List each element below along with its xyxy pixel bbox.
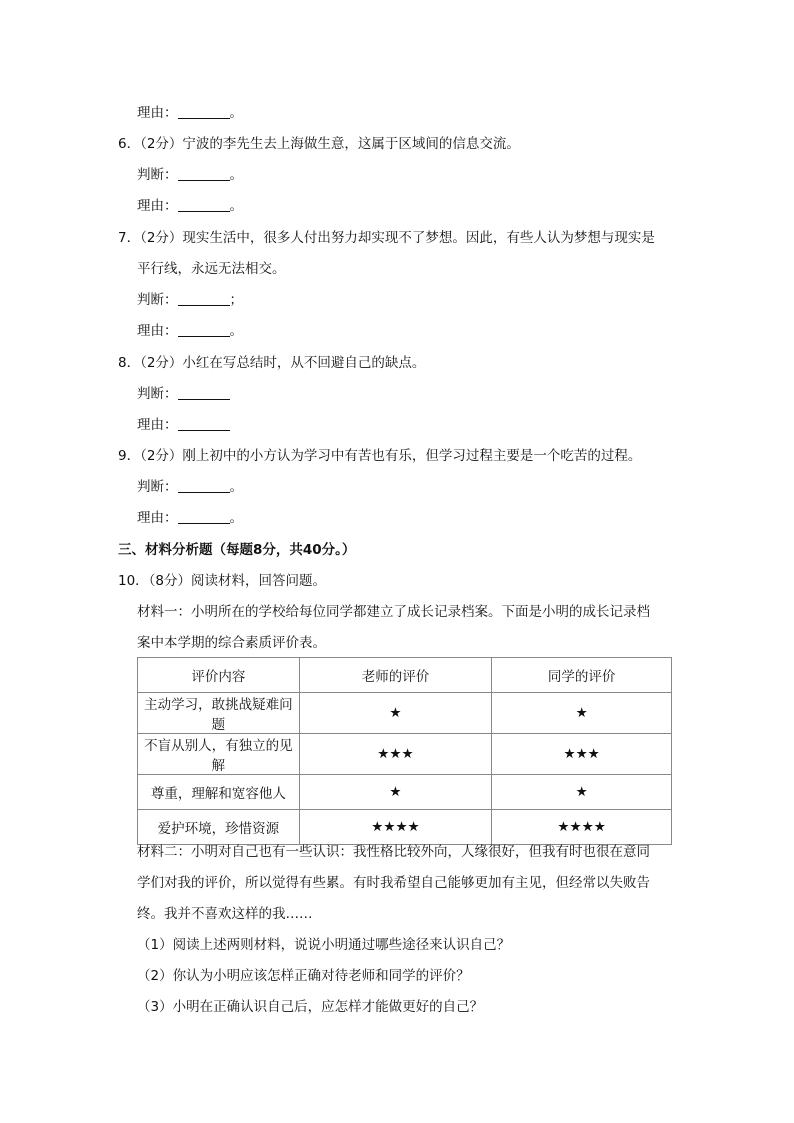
material-2-line1: 材料二：小明对自己也有一些认识：我性格比较外向，人缘很好，但我有时也很在意同	[137, 844, 650, 860]
sub-question-2: （2）你认为小明应该怎样正确对待老师和同学的评价？	[137, 968, 470, 984]
punctuation: ；	[229, 292, 243, 308]
q6-reason-line	[137, 196, 243, 216]
judge-label: 判断：	[137, 479, 178, 495]
item-cell: 不盲从别人，有独立的见解	[138, 734, 300, 775]
table-row	[138, 734, 672, 775]
teacher-rating-cell: ★★★★	[299, 810, 492, 845]
punctuation: 。	[229, 323, 243, 339]
question-6: 6．（2分）宁波的李先生去上海做生意，这属于区域间的信息交流。	[118, 136, 520, 152]
question-8: 8．（2分）小红在写总结时，从不回避自己的缺点。	[118, 355, 426, 371]
judge-label: 判断：	[137, 167, 178, 183]
question-7-line1: 7．（2分）现实生活中，很多人付出努力却实现不了梦想。因此，有些人认为梦想与现实是	[118, 230, 655, 246]
sub-question-1: （1）阅读上述两则材料，说说小明通过哪些途径来认识自己？	[137, 937, 511, 953]
punctuation: 。	[229, 105, 243, 121]
question-7-line2: 平行线，永远无法相交。	[137, 261, 286, 277]
section-heading: 三、材料分析题（每题8分，共40分。）	[118, 542, 356, 558]
material-1-line2: 案中本学期的综合素质评价表。	[137, 635, 326, 651]
answer-blank	[178, 478, 230, 493]
reason-label: 理由：	[137, 323, 178, 339]
answer-blank	[178, 197, 230, 212]
q8-reason-line	[137, 415, 230, 435]
q9-judge-line	[137, 477, 243, 497]
header-cell: 同学的评价	[492, 658, 672, 693]
punctuation: 。	[229, 167, 243, 183]
table-row	[138, 810, 672, 845]
question-10: 10．（8分）阅读材料，回答问题。	[118, 573, 327, 589]
header-cell: 老师的评价	[299, 658, 492, 693]
item-cell: 爱护环境，珍惜资源	[138, 810, 300, 845]
teacher-rating-cell: ★	[299, 693, 492, 734]
answer-blank	[178, 104, 230, 119]
q6-judge-line	[137, 165, 243, 185]
item-cell: 主动学习，敢挑战疑难问题	[138, 693, 300, 734]
judge-label: 判断：	[137, 292, 178, 308]
q9-reason-line	[137, 508, 243, 528]
reason-label: 理由：	[137, 198, 178, 214]
punctuation: 。	[229, 198, 243, 214]
reason-label: 理由：	[137, 510, 178, 526]
answer-blank	[178, 416, 230, 431]
material-1-line1: 材料一：小明所在的学校给每位同学都建立了成长记录档案。下面是小明的成长记录档	[137, 604, 650, 620]
peer-rating-cell: ★★★	[492, 734, 672, 775]
q7-judge-line	[137, 290, 243, 310]
peer-rating-cell: ★★★★	[492, 810, 672, 845]
item-cell: 尊重，理解和宽容他人	[138, 775, 300, 810]
peer-rating-cell: ★	[492, 693, 672, 734]
teacher-rating-cell: ★	[299, 775, 492, 810]
peer-rating-cell: ★	[492, 775, 672, 810]
answer-blank	[178, 509, 230, 524]
punctuation: 。	[229, 479, 243, 495]
punctuation: 。	[229, 510, 243, 526]
header-cell: 评价内容	[138, 658, 300, 693]
reason-label: 理由：	[137, 417, 178, 433]
material-2-line2: 学们对我的评价，所以觉得有些累。有时我希望自己能够更加有主见，但经常以失败告	[137, 875, 650, 891]
reason-label: 理由：	[137, 105, 178, 121]
sub-question-3: （3）小明在正确认识自己后，应怎样才能做更好的自己？	[137, 999, 484, 1015]
table-header-row	[138, 658, 672, 693]
answer-blank	[178, 291, 230, 306]
answer-blank	[178, 322, 230, 337]
q7-reason-line	[137, 321, 243, 341]
question-9: 9．（2分）刚上初中的小方认为学习中有苦也有乐，但学习过程主要是一个吃苦的过程。	[118, 448, 642, 464]
answer-blank	[178, 385, 230, 400]
evaluation-table	[137, 657, 672, 845]
table-row	[138, 693, 672, 734]
judge-label: 判断：	[137, 386, 178, 402]
teacher-rating-cell: ★★★	[299, 734, 492, 775]
table-row	[138, 775, 672, 810]
q5-reason-line	[137, 103, 243, 123]
q8-judge-line	[137, 384, 230, 404]
answer-blank	[178, 166, 230, 181]
material-2-line3: 终。我并不喜欢这样的我……	[137, 906, 313, 922]
